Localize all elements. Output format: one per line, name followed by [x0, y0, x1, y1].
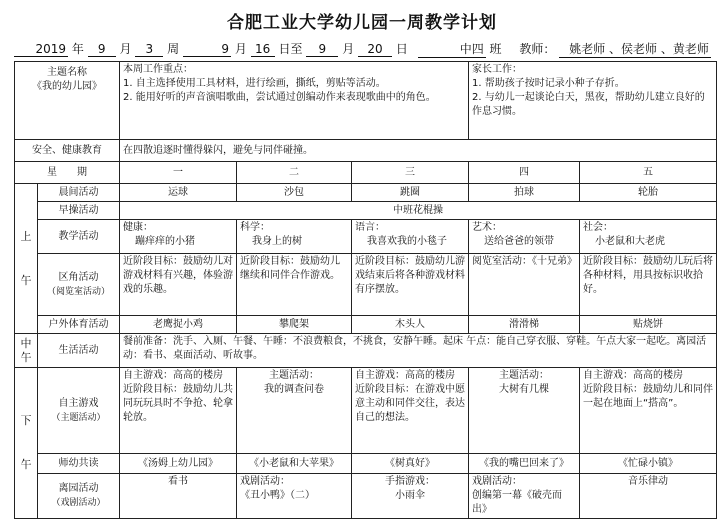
- area-cell: 近阶段目标：鼓励幼儿对游戏材料有兴趣，体验游戏的乐趣。: [120, 254, 237, 316]
- teaching-name: 送给爸爸的领带: [484, 236, 554, 247]
- noon-row: [15, 334, 717, 368]
- section-noon-2: 午: [20, 350, 32, 364]
- focus-item: 1. 自主选择使用工具材料，进行绘画，撕纸，剪贴等活动。: [123, 78, 386, 89]
- focus-title: 本周工作重点：: [123, 64, 193, 75]
- outdoor-cell: 攀爬架: [237, 316, 352, 334]
- outdoor-cell: 贴烧饼: [580, 316, 717, 334]
- morning-label: 晨间活动: [38, 184, 120, 202]
- teaching-cell: [352, 220, 469, 254]
- reading-cell: 《我的嘴巴回来了》: [469, 454, 580, 474]
- theme-label: 主题名称: [47, 67, 87, 78]
- label-week: 周: [167, 42, 180, 56]
- teaching-cell: [237, 220, 352, 254]
- outdoor-label: 户外体育活动: [38, 316, 120, 334]
- reading-row: [15, 454, 717, 474]
- parent-item: 1. 帮助孩子按时记录小种子存折。: [472, 78, 625, 89]
- teaching-subject: 艺术：: [472, 222, 502, 233]
- leave-row: [15, 474, 717, 519]
- weekday-4: 四: [469, 162, 580, 184]
- teachers: 姚老师 、侯老师 、黄老师: [559, 40, 711, 58]
- area-row: [15, 254, 717, 316]
- leave-cell: 戏剧活动： 《丑小鸭》（二）: [237, 474, 352, 519]
- reading-cell: 《小老鼠和大苹果》: [237, 454, 352, 474]
- weekday-5: 五: [580, 162, 717, 184]
- reading-cell: 《汤姆上幼儿园》: [120, 454, 237, 474]
- morning-cell: 跳圈: [352, 184, 469, 202]
- week-number: 3: [135, 42, 163, 57]
- focus-cell: [120, 62, 469, 140]
- focus-item: 2. 能用好听的声音演唱歌曲，尝试通过创编动作来表现歌曲中的角色。: [123, 92, 436, 103]
- exercise-cell: 中班花棍操: [120, 202, 717, 220]
- section-am: [15, 184, 38, 334]
- teaching-subject: 科学：: [240, 222, 270, 233]
- free-cell: 自主游戏：高高的楼房 近阶段目标：鼓励幼儿共同玩玩具时不争抢、轮拿轮放。: [120, 368, 237, 454]
- parent-item: 2. 与幼儿一起谈论白天，黑夜，帮助幼儿建立良好的作息习惯。: [472, 92, 705, 117]
- leave-sublabel: （戏剧活动）: [51, 498, 106, 508]
- weekly-plan-table: [14, 61, 717, 519]
- outdoor-cell: 滑滑梯: [469, 316, 580, 334]
- weekday-3: 三: [352, 162, 469, 184]
- morning-cell: 拍球: [469, 184, 580, 202]
- teaching-row: [15, 220, 717, 254]
- label-class: 班: [489, 42, 502, 56]
- label-year: 年: [71, 42, 84, 56]
- reading-label: 师幼共读: [38, 454, 120, 474]
- area-label-cell: [38, 254, 120, 316]
- safety-row: [15, 140, 717, 162]
- label-month: 月: [119, 42, 132, 56]
- section-am-1: 上: [20, 229, 32, 243]
- section-noon: [15, 334, 38, 368]
- theme-cell: [15, 62, 120, 140]
- reading-cell: 《树真好》: [352, 454, 469, 474]
- area-cell: 阅览室活动：《十兄弟》: [469, 254, 580, 316]
- parent-cell: [469, 62, 717, 140]
- leave-label: 离园活动: [58, 483, 99, 494]
- theme-name: 《我的幼儿园》: [32, 81, 102, 92]
- teaching-subject: 健康：: [123, 222, 153, 233]
- exercise-row: [15, 202, 717, 220]
- outdoor-row: [15, 316, 717, 334]
- life-text: 餐前准备：洗手、入厕、午餐、午睡：不浪费粮食，不挑食，安静午睡。起床 午点：能自己穿衣服、穿鞋。午点大家一起吃。离园活动：看书、桌面活动、听故事。: [120, 334, 717, 368]
- teaching-name: 小老鼠和大老虎: [595, 236, 665, 247]
- morning-activity-row: [15, 184, 717, 202]
- start-day: 16: [251, 42, 275, 57]
- weekday-2: 二: [237, 162, 352, 184]
- free-cell: 主题活动： 大树有几棵: [469, 368, 580, 454]
- morning-cell: 运球: [120, 184, 237, 202]
- free-sublabel: （主题活动）: [51, 412, 106, 423]
- label-teacher: 教师：: [519, 42, 556, 56]
- safety-label: 安全、健康教育: [15, 140, 120, 162]
- label-day-to: 日至: [278, 42, 303, 56]
- outdoor-cell: 老鹰捉小鸡: [120, 316, 237, 334]
- label-month-3: 月: [342, 42, 355, 56]
- exercise-label: 早操活动: [38, 202, 120, 220]
- weekday-1: 一: [120, 162, 237, 184]
- safety-text: 在四散追逐时懂得躲闪，避免与同伴碰撞。: [120, 140, 717, 162]
- end-month: 9: [306, 42, 338, 57]
- label-day: 日: [395, 42, 408, 56]
- leave-cell: 看书: [120, 474, 237, 519]
- teaching-label: 教学活动: [38, 220, 120, 254]
- section-pm-2: 午: [20, 458, 32, 471]
- area-cell: 近阶段目标：鼓励幼儿玩后将各种材料，用具按标识收拾好。: [580, 254, 717, 316]
- morning-cell: 沙包: [237, 184, 352, 202]
- teaching-name: 我身上的树: [252, 236, 302, 247]
- start-month: 9: [183, 42, 231, 57]
- life-label: 生活活动: [38, 334, 120, 368]
- plan-meta: [14, 40, 714, 58]
- top-row: [15, 62, 717, 140]
- morning-cell: 轮胎: [580, 184, 717, 202]
- leave-cell: 音乐律动: [580, 474, 717, 519]
- free-cell: 自主游戏：高高的楼房 近阶段目标：鼓励幼儿和同伴一起在地面上“搭高”。: [580, 368, 717, 454]
- section-noon-1: 中: [20, 336, 32, 350]
- area-sublabel: （阅览室活动）: [46, 286, 110, 297]
- area-cell: 近阶段目标：鼓励幼儿游戏结束后将各种游戏材料有序摆放。: [352, 254, 469, 316]
- teaching-cell: [120, 220, 237, 254]
- teaching-cell: [580, 220, 717, 254]
- year: 2019: [14, 42, 68, 57]
- outdoor-cell: 木头人: [352, 316, 469, 334]
- section-am-2: 午: [20, 273, 32, 287]
- free-play-row: [15, 368, 717, 454]
- section-pm: [15, 368, 38, 519]
- leave-label-cell: [38, 474, 120, 519]
- weekday-label: 星 期: [15, 162, 120, 184]
- teaching-subject: 社会：: [583, 222, 613, 233]
- free-label-cell: [38, 368, 120, 454]
- leave-cell: 手指游戏： 小雨伞: [352, 474, 469, 519]
- label-month-2: 月: [234, 42, 247, 56]
- free-cell: 主题活动： 我的调查问卷: [237, 368, 352, 454]
- teaching-name: 蹦痒痒的小猪: [135, 236, 195, 247]
- month: 9: [88, 42, 116, 57]
- page-title: 合肥工业大学幼儿园一周教学计划: [227, 13, 497, 33]
- free-label: 自主游戏: [58, 397, 99, 409]
- end-day: 20: [358, 42, 392, 57]
- section-pm-1: 下: [20, 414, 32, 427]
- teaching-cell: [469, 220, 580, 254]
- weekday-header-row: [15, 162, 717, 184]
- leave-cell: 戏剧活动： 创编第一幕《破壳而出》: [469, 474, 580, 519]
- area-label: 区角活动: [58, 271, 99, 283]
- free-cell: 自主游戏：高高的楼房 近阶段目标：在游戏中愿意主动和同伴交往，表达自己的想法。: [352, 368, 469, 454]
- teaching-subject: 语言：: [355, 222, 385, 233]
- teaching-name: 我喜欢我的小毯子: [367, 236, 447, 247]
- reading-cell: 《忙碌小镇》: [580, 454, 717, 474]
- parent-title: 家长工作：: [472, 64, 522, 75]
- area-cell: 近阶段目标：鼓励幼儿继续和同伴合作游戏。: [237, 254, 352, 316]
- class-name: 中四: [418, 40, 486, 58]
